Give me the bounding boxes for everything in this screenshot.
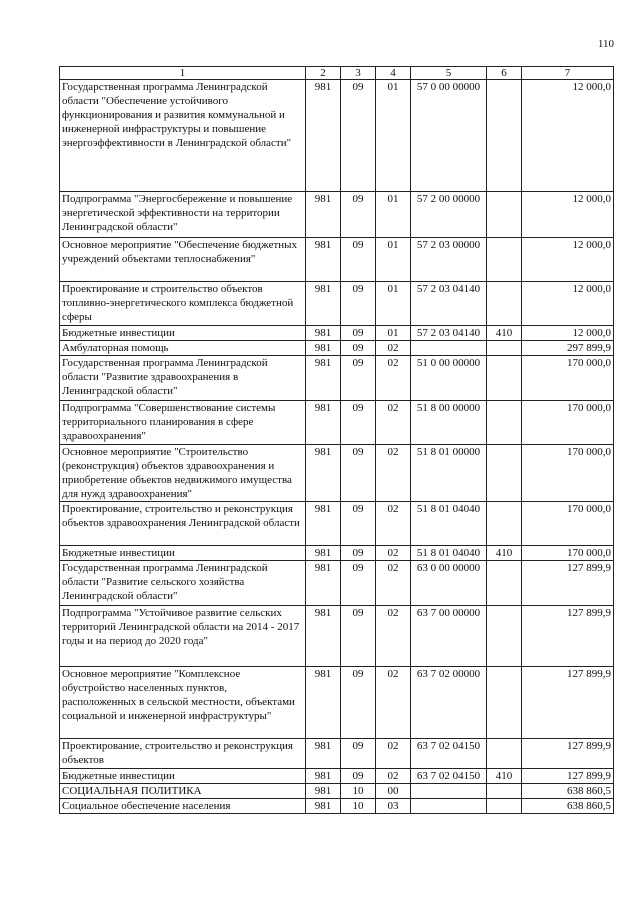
row-pr-cell: 01 [376,80,411,192]
row-name-cell: Подпрограмма "Энергосбережение и повышение энергетической эффективности на территории Ленинградской области" [60,192,306,238]
row-csr-cell [411,784,487,799]
row-gr-cell: 981 [306,341,341,356]
table-row [60,238,614,282]
row-vr-cell [487,502,522,546]
row-gr-cell: 981 [306,326,341,341]
row-gr-cell: 981 [306,799,341,814]
row-pr-cell: 01 [376,326,411,341]
header-cell: 5 [411,67,487,80]
row-vr-cell [487,784,522,799]
page-number: 110 [597,38,614,50]
row-vr-cell: 410 [487,326,522,341]
row-sum-cell: 12 000,0 [522,80,614,192]
row-vr-cell [487,356,522,401]
table-row [60,784,614,799]
row-vr-cell [487,667,522,739]
table-row [60,799,614,814]
row-sum-cell: 170 000,0 [522,502,614,546]
row-pr-cell: 02 [376,341,411,356]
row-pr-cell: 02 [376,769,411,784]
table-row [60,502,614,546]
row-sum-cell: 170 000,0 [522,356,614,401]
row-sum-cell: 12 000,0 [522,326,614,341]
row-csr-cell [411,799,487,814]
row-name-cell: Бюджетные инвестиции [60,326,306,341]
row-rz-cell: 09 [341,667,376,739]
row-rz-cell: 09 [341,445,376,502]
row-name-cell: Проектирование, строительство и реконструкция объектов [60,739,306,769]
row-csr-cell: 63 7 02 04150 [411,739,487,769]
row-csr-cell: 63 7 00 00000 [411,606,487,667]
row-sum-cell: 127 899,9 [522,667,614,739]
row-name-cell: Проектирование, строительство и реконструкция объектов здравоохранения Ленинградской области [60,502,306,546]
row-name-cell: Подпрограмма "Устойчивое развитие сельских территорий Ленинградской области на 2014 - 2017 годы и на период до 2020 года" [60,606,306,667]
row-sum-cell: 297 899,9 [522,341,614,356]
table-row [60,326,614,341]
row-name-cell: Основное мероприятие "Комплексное обустройство населенных пунктов, расположенных в сельской местности, объектами социальной и инженерной инфраструктуры" [60,667,306,739]
table-row [60,445,614,502]
row-rz-cell: 09 [341,80,376,192]
row-rz-cell: 09 [341,238,376,282]
row-csr-cell [411,341,487,356]
row-vr-cell: 410 [487,546,522,561]
table-row [60,341,614,356]
row-sum-cell: 127 899,9 [522,606,614,667]
row-rz-cell: 09 [341,502,376,546]
row-pr-cell: 02 [376,606,411,667]
table-row [60,192,614,238]
row-sum-cell: 12 000,0 [522,192,614,238]
table-row [60,606,614,667]
table-row [60,769,614,784]
row-gr-cell: 981 [306,769,341,784]
row-pr-cell: 02 [376,561,411,606]
row-csr-cell: 57 2 03 00000 [411,238,487,282]
row-gr-cell: 981 [306,784,341,799]
row-pr-cell: 02 [376,445,411,502]
row-gr-cell: 981 [306,401,341,445]
row-pr-cell: 02 [376,546,411,561]
row-gr-cell: 981 [306,546,341,561]
row-rz-cell: 09 [341,401,376,445]
row-vr-cell [487,282,522,326]
row-sum-cell: 638 860,5 [522,799,614,814]
row-rz-cell: 09 [341,192,376,238]
row-rz-cell: 10 [341,799,376,814]
row-vr-cell [487,739,522,769]
table-row [60,80,614,192]
header-cell: 1 [60,67,306,80]
row-vr-cell [487,80,522,192]
row-pr-cell: 03 [376,799,411,814]
row-rz-cell: 09 [341,326,376,341]
row-pr-cell: 00 [376,784,411,799]
row-pr-cell: 02 [376,401,411,445]
row-name-cell: Бюджетные инвестиции [60,546,306,561]
row-gr-cell: 981 [306,192,341,238]
row-csr-cell: 63 0 00 00000 [411,561,487,606]
row-sum-cell: 127 899,9 [522,561,614,606]
row-rz-cell: 09 [341,282,376,326]
row-vr-cell [487,341,522,356]
row-gr-cell: 981 [306,739,341,769]
row-gr-cell: 981 [306,445,341,502]
row-name-cell: Государственная программа Ленинградской области "Обеспечение устойчивого функционирования и развития коммунальной и инженерной инфраструктуры и повышение энергоэффективности в Ленинградской области" [60,80,306,192]
row-csr-cell: 51 8 01 00000 [411,445,487,502]
header-cell: 2 [306,67,341,80]
row-sum-cell: 170 000,0 [522,546,614,561]
row-name-cell: Основное мероприятие "Обеспечение бюджетных учреждений объектами теплоснабжения" [60,238,306,282]
row-gr-cell: 981 [306,667,341,739]
row-csr-cell: 57 2 00 00000 [411,192,487,238]
row-vr-cell [487,238,522,282]
table-row [60,401,614,445]
row-csr-cell: 63 7 02 00000 [411,667,487,739]
row-pr-cell: 02 [376,667,411,739]
row-csr-cell: 57 2 03 04140 [411,282,487,326]
row-sum-cell: 127 899,9 [522,739,614,769]
row-gr-cell: 981 [306,282,341,326]
row-vr-cell: 410 [487,769,522,784]
row-pr-cell: 02 [376,739,411,769]
row-csr-cell: 57 0 00 00000 [411,80,487,192]
row-name-cell: СОЦИАЛЬНАЯ ПОЛИТИКА [60,784,306,799]
row-rz-cell: 09 [341,769,376,784]
table-row [60,561,614,606]
row-vr-cell [487,606,522,667]
header-row [60,67,614,80]
row-gr-cell: 981 [306,502,341,546]
row-sum-cell: 170 000,0 [522,445,614,502]
row-name-cell: Амбулаторная помощь [60,341,306,356]
row-pr-cell: 02 [376,502,411,546]
header-cell: 7 [522,67,614,80]
table-row [60,546,614,561]
table-row [60,356,614,401]
row-name-cell: Государственная программа Ленинградской области "Развитие сельского хозяйства Ленинградской области" [60,561,306,606]
row-csr-cell: 51 8 01 04040 [411,502,487,546]
row-csr-cell: 63 7 02 04150 [411,769,487,784]
row-rz-cell: 10 [341,784,376,799]
row-csr-cell: 51 8 00 00000 [411,401,487,445]
table-body [60,80,614,814]
row-vr-cell [487,561,522,606]
row-pr-cell: 01 [376,282,411,326]
row-rz-cell: 09 [341,561,376,606]
row-pr-cell: 01 [376,238,411,282]
row-rz-cell: 09 [341,606,376,667]
budget-table [59,66,614,814]
row-name-cell: Основное мероприятие "Строительство (реконструкция) объектов здравоохранения и приобретение объектов недвижимого имущества для нужд здравоохранения" [60,445,306,502]
row-rz-cell: 09 [341,356,376,401]
row-gr-cell: 981 [306,356,341,401]
row-sum-cell: 127 899,9 [522,769,614,784]
table-row [60,667,614,739]
header-cell: 4 [376,67,411,80]
table-row [60,739,614,769]
row-sum-cell: 638 860,5 [522,784,614,799]
row-gr-cell: 981 [306,80,341,192]
row-rz-cell: 09 [341,341,376,356]
row-name-cell: Бюджетные инвестиции [60,769,306,784]
row-pr-cell: 01 [376,192,411,238]
row-sum-cell: 170 000,0 [522,401,614,445]
header-cell: 3 [341,67,376,80]
row-gr-cell: 981 [306,561,341,606]
row-csr-cell: 51 0 00 00000 [411,356,487,401]
row-sum-cell: 12 000,0 [522,238,614,282]
row-sum-cell: 12 000,0 [522,282,614,326]
row-name-cell: Государственная программа Ленинградской области "Развитие здравоохранения в Ленинградской области" [60,356,306,401]
row-name-cell: Подпрограмма "Совершенствование системы территориального планирования в сфере здравоохранения" [60,401,306,445]
row-name-cell: Социальное обеспечение населения [60,799,306,814]
row-csr-cell: 51 8 01 04040 [411,546,487,561]
table-row [60,282,614,326]
row-gr-cell: 981 [306,606,341,667]
row-vr-cell [487,192,522,238]
row-name-cell: Проектирование и строительство объектов топливно-энергетического комплекса бюджетной сферы [60,282,306,326]
row-vr-cell [487,799,522,814]
row-rz-cell: 09 [341,739,376,769]
header-cell: 6 [487,67,522,80]
row-csr-cell: 57 2 03 04140 [411,326,487,341]
row-gr-cell: 981 [306,238,341,282]
row-pr-cell: 02 [376,356,411,401]
row-vr-cell [487,401,522,445]
row-rz-cell: 09 [341,546,376,561]
row-vr-cell [487,445,522,502]
